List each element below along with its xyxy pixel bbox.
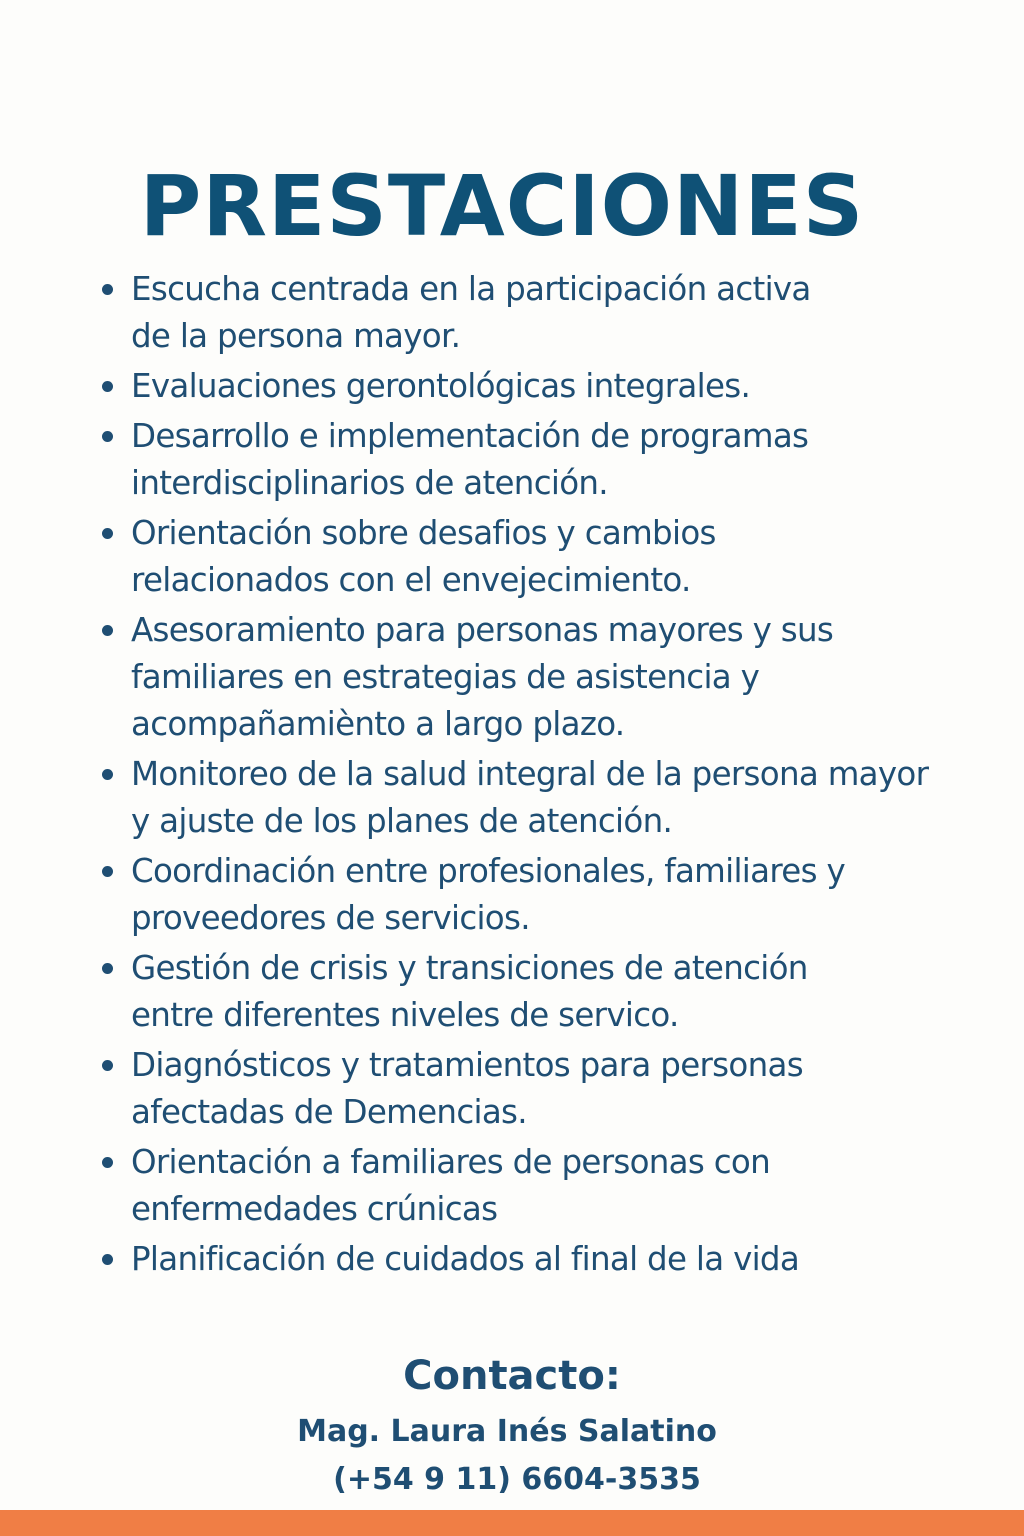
page-title: PRESTACIONES	[139, 157, 865, 256]
contact-name: Mag. Laura Inés Salatino	[297, 1414, 717, 1449]
bullet-icon	[102, 625, 113, 636]
contact-phone[interactable]: (+54 9 11) 6604-3535	[333, 1462, 701, 1497]
list-item	[100, 266, 980, 360]
bullet-icon	[102, 769, 113, 780]
service-text: Planificación de cuidados al final de la vida	[131, 1240, 800, 1278]
contact-heading: Contacto:	[403, 1353, 621, 1399]
service-text: Asesoramiento para personas mayores y sus familiares en estrategias de asistencia y acompañamiènto a largo plazo.	[131, 611, 834, 743]
bottom-accent-bar	[0, 1510, 1024, 1536]
list-item	[100, 1042, 980, 1136]
bullet-icon	[102, 381, 113, 392]
bullet-icon	[102, 284, 113, 295]
bullet-icon	[102, 963, 113, 974]
services-list	[100, 266, 980, 1286]
bullet-icon	[102, 866, 113, 877]
service-text: Orientación sobre desafios y cambios relacionados con el envejecimiento.	[131, 514, 716, 599]
list-item	[100, 510, 980, 604]
service-text: Monitoreo de la salud integral de la persona mayor y ajuste de los planes de atención.	[131, 755, 929, 840]
service-text: Coordinación entre profesionales, familiares y proveedores de servicios.	[131, 852, 845, 937]
list-item	[100, 607, 980, 748]
bullet-icon	[102, 431, 113, 442]
list-item	[100, 1236, 980, 1283]
service-text: Escucha centrada en la participación activa de la persona mayor.	[131, 270, 811, 355]
list-item	[100, 945, 980, 1039]
service-text: Orientación a familiares de personas con enfermedades crúnicas	[131, 1143, 770, 1228]
list-item	[100, 1139, 980, 1233]
list-item	[100, 363, 980, 410]
service-text: Evaluaciones gerontológicas integrales.	[131, 367, 751, 405]
bullet-icon	[102, 1254, 113, 1265]
list-item	[100, 848, 980, 942]
service-text: Gestión de crisis y transiciones de atención entre diferentes niveles de servico.	[131, 949, 808, 1034]
list-item	[100, 413, 980, 507]
bullet-icon	[102, 528, 113, 539]
list-item	[100, 751, 980, 845]
bullet-icon	[102, 1060, 113, 1071]
service-text: Diagnósticos y tratamientos para personas afectadas de Demencias.	[131, 1046, 803, 1131]
service-text: Desarrollo e implementación de programas interdisciplinarios de atención.	[131, 417, 809, 502]
bullet-icon	[102, 1157, 113, 1168]
